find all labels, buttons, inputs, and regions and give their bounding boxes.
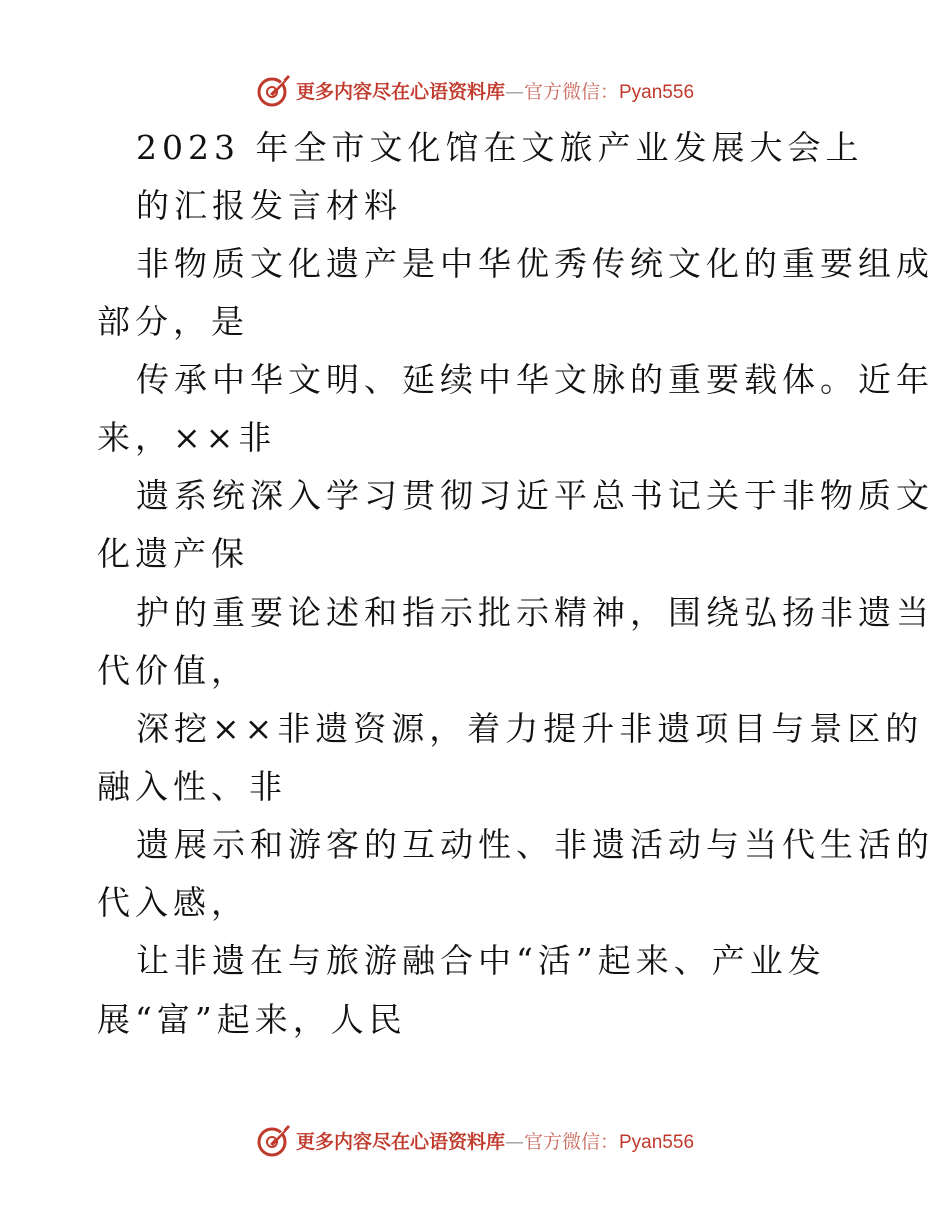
watermark-id: Pyan556 <box>619 81 695 103</box>
paragraph-line: 遗展示和游客的互动性、非遗活动与当代生活的 <box>136 825 934 864</box>
paragraph-line: 融入性、非 <box>97 767 287 806</box>
paragraph-line: 传承中华文明、延续中华文脉的重要载体。近年 <box>136 360 934 399</box>
watermark-text <box>296 1127 694 1154</box>
watermark-site: 更多内容尽在心语资料库 <box>295 1130 505 1153</box>
document-title-line-2: 的汇报发言材料 <box>136 186 402 225</box>
watermark-footer <box>0 1120 950 1160</box>
quill-logo-icon <box>256 1122 292 1158</box>
paragraph-line: 代价值， <box>97 651 249 690</box>
paragraph-line: 深挖××非遗资源，着力提升非遗项目与景区的 <box>136 709 924 748</box>
paragraph-line: 来，××非 <box>97 418 277 457</box>
paragraph-line: 遗系统深入学习贯彻习近平总书记关于非物质文 <box>136 476 934 515</box>
paragraph-line: 部分，是 <box>97 302 249 341</box>
paragraph-line: 化遗产保 <box>97 534 249 573</box>
watermark-site: 更多内容尽在心语资料库 <box>295 80 505 103</box>
quill-logo-icon <box>256 72 292 108</box>
watermark-label: 官方微信： <box>523 1130 619 1153</box>
paragraph-line: 非物质文化遗产是中华优秀传统文化的重要组成 <box>136 244 934 283</box>
watermark-label: 官方微信： <box>523 80 619 103</box>
watermark-text <box>296 77 694 104</box>
paragraph-line: 展“富”起来，人民 <box>97 1000 407 1039</box>
document-title-line-1: 2023 年全市文化馆在文旅产业发展大会上 <box>136 128 864 167</box>
watermark-id: Pyan556 <box>619 1131 695 1153</box>
watermark-header <box>0 70 950 110</box>
paragraph-line: 代入感， <box>97 883 249 922</box>
paragraph-line: 护的重要论述和指示批示精神，围绕弘扬非遗当 <box>136 593 934 632</box>
paragraph-line: 让非遗在与旅游融合中“活”起来、产业发 <box>136 941 826 980</box>
watermark-dash: — <box>504 80 524 103</box>
watermark-dash: — <box>504 1130 524 1153</box>
